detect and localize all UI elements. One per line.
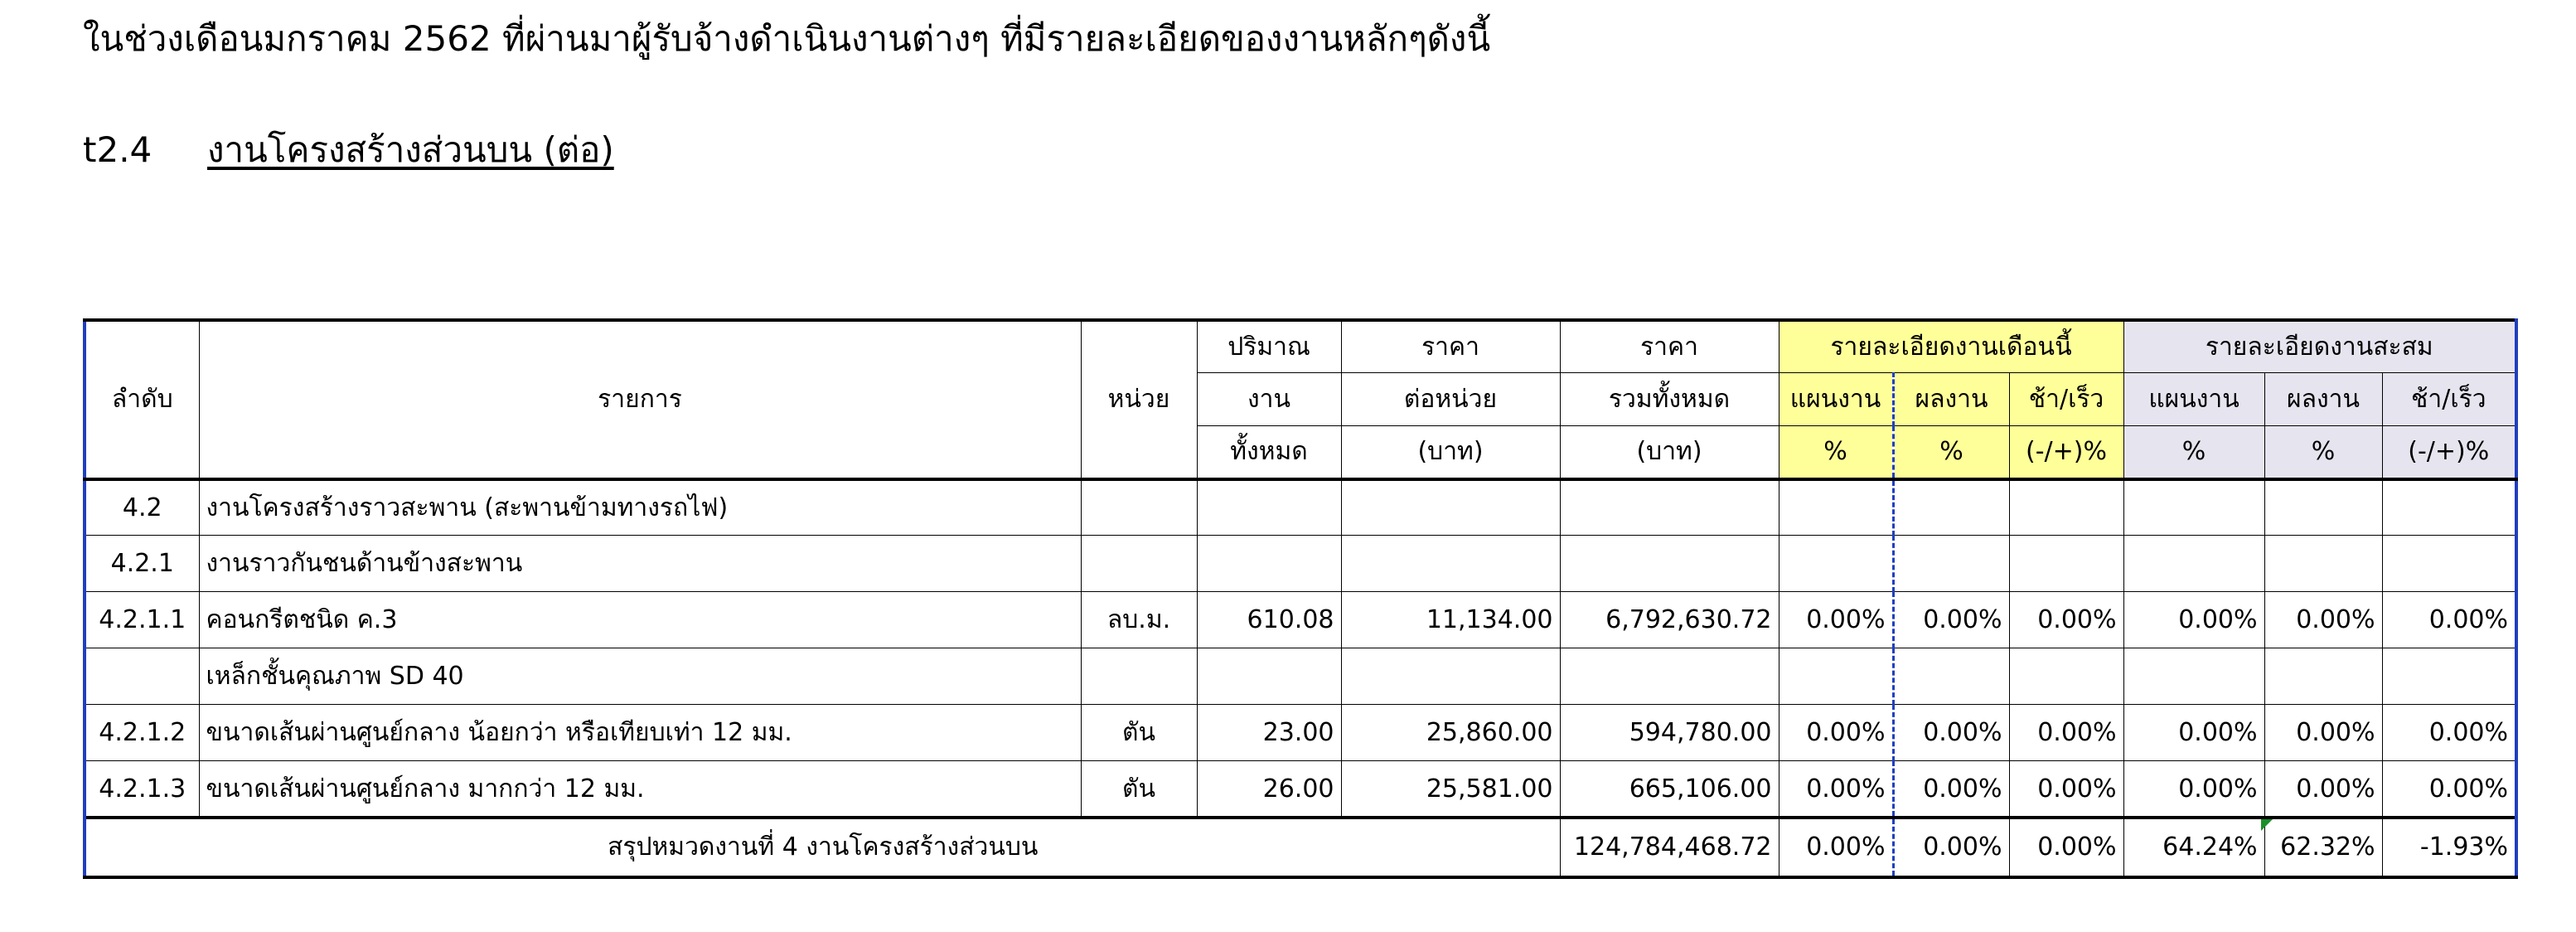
header-row-1 [85,320,2516,373]
row-qty: 23.00 [1197,705,1341,761]
table-row [85,761,2516,818]
col-header-item: รายการ [199,320,1081,479]
row-total [1560,479,1779,536]
row-total: 6,792,630.72 [1560,592,1779,648]
row-month-result [1893,479,2009,536]
col-header-total-price-3: (บาท) [1560,426,1779,479]
cum-plan-pct-header: % [2123,426,2264,479]
row-item: คอนกรีตชนิด ค.3 [199,592,1081,648]
summary-label: สรุปหมวดงานที่ 4 งานโครงสร้างส่วนบน [85,818,1560,877]
row-unit [1081,648,1197,705]
row-cum-diff: 0.00% [2382,592,2516,648]
row-cum-result [2264,479,2382,536]
col-header-unit-price-1: ราคา [1341,320,1560,373]
row-month-result [1893,536,2009,592]
col-header-unit: หน่วย [1081,320,1197,479]
row-unit-price [1341,648,1560,705]
row-month-diff: 0.00% [2009,705,2123,761]
col-header-total-price-2: รวมทั้งหมด [1560,373,1779,426]
row-item: เหล็กชั้นคุณภาพ SD 40 [199,648,1081,705]
row-month-plan [1779,536,1893,592]
row-cum-plan [2123,648,2264,705]
month-plan-header: แผนงาน [1779,373,1893,426]
row-month-result: 0.00% [1893,761,2009,818]
row-qty: 610.08 [1197,592,1341,648]
cell-comment-marker [2261,819,2273,831]
row-qty: 26.00 [1197,761,1341,818]
row-cum-diff [2382,648,2516,705]
row-no [85,648,199,705]
page-heading: ในช่วงเดือนมกราคม 2562 ที่ผ่านมาผู้รับจ้างดำเนินงานต่างๆ ที่มีรายละเอียดของงานหลักๆดังนี้ [83,18,1491,59]
row-unit: ตัน [1081,705,1197,761]
row-total: 665,106.00 [1560,761,1779,818]
row-cum-plan [2123,536,2264,592]
cum-plan-header: แผนงาน [2123,373,2264,426]
month-result-pct-header: % [1893,426,2009,479]
section-title [83,123,614,177]
row-month-result [1893,648,2009,705]
cumulative-detail-header: รายละเอียดงานสะสม [2123,320,2516,373]
row-qty [1197,536,1341,592]
table-row [85,648,2516,705]
section-code: t2.4 [83,129,153,170]
row-total: 594,780.00 [1560,705,1779,761]
row-no: 4.2 [85,479,199,536]
row-item: งานโครงสร้างราวสะพาน (สะพานข้ามทางรถไฟ) [199,479,1081,536]
row-cum-diff: 0.00% [2382,761,2516,818]
row-item: ขนาดเส้นผ่านศูนย์กลาง มากกว่า 12 มม. [199,761,1081,818]
summary-cum-result: 62.32% [2264,818,2382,877]
summary-cum-diff: -1.93% [2382,818,2516,877]
cum-diff-header: ช้า/เร็ว [2382,373,2516,426]
row-qty [1197,479,1341,536]
row-month-diff: 0.00% [2009,592,2123,648]
row-unit-price: 25,581.00 [1341,761,1560,818]
row-unit-price [1341,536,1560,592]
table-row [85,705,2516,761]
row-cum-diff: 0.00% [2382,705,2516,761]
col-header-unit-price-2: ต่อหน่วย [1341,373,1560,426]
row-month-result: 0.00% [1893,592,2009,648]
col-header-qty-2: งาน [1197,373,1341,426]
summary-cum-plan: 64.24% [2123,818,2264,877]
month-plan-pct-header: % [1779,426,1893,479]
row-unit-price [1341,479,1560,536]
table-row [85,592,2516,648]
month-result-header: ผลงาน [1893,373,2009,426]
row-item: ขนาดเส้นผ่านศูนย์กลาง น้อยกว่า หรือเทียบเท่า 12 มม. [199,705,1081,761]
col-header-no: ลำดับ [85,320,199,479]
row-no: 4.2.1.1 [85,592,199,648]
summary-month-diff: 0.00% [2009,818,2123,877]
row-cum-result [2264,536,2382,592]
row-cum-result: 0.00% [2264,761,2382,818]
row-month-plan: 0.00% [1779,705,1893,761]
row-month-diff [2009,479,2123,536]
row-unit: ลบ.ม. [1081,592,1197,648]
row-no: 4.2.1.2 [85,705,199,761]
row-month-result: 0.00% [1893,705,2009,761]
row-month-diff [2009,536,2123,592]
row-cum-result: 0.00% [2264,592,2382,648]
row-qty [1197,648,1341,705]
row-no: 4.2.1 [85,536,199,592]
summary-row [85,818,2516,877]
month-detail-header: รายละเอียดงานเดือนนี้ [1779,320,2123,373]
row-cum-plan [2123,479,2264,536]
month-diff-header: ช้า/เร็ว [2009,373,2123,426]
row-cum-plan: 0.00% [2123,705,2264,761]
col-header-qty-1: ปริมาณ [1197,320,1341,373]
row-month-plan [1779,479,1893,536]
table-row [85,479,2516,536]
col-header-qty-3: ทั้งหมด [1197,426,1341,479]
col-header-unit-price-3: (บาท) [1341,426,1560,479]
row-cum-result: 0.00% [2264,705,2382,761]
row-no: 4.2.1.3 [85,761,199,818]
row-total [1560,536,1779,592]
cum-diff-pct-header: (-/+)% [2382,426,2516,479]
row-month-plan: 0.00% [1779,592,1893,648]
row-month-plan: 0.00% [1779,761,1893,818]
work-progress-table [83,318,2518,879]
row-unit-price: 11,134.00 [1341,592,1560,648]
row-unit-price: 25,860.00 [1341,705,1560,761]
row-cum-plan: 0.00% [2123,761,2264,818]
table-row [85,536,2516,592]
row-unit: ตัน [1081,761,1197,818]
col-header-total-price-1: ราคา [1560,320,1779,373]
section-name: งานโครงสร้างส่วนบน (ต่อ) [207,129,614,170]
row-cum-result [2264,648,2382,705]
row-unit [1081,479,1197,536]
row-total [1560,648,1779,705]
row-cum-plan: 0.00% [2123,592,2264,648]
cum-result-pct-header: % [2264,426,2382,479]
summary-total: 124,784,468.72 [1560,818,1779,877]
row-unit [1081,536,1197,592]
summary-month-plan: 0.00% [1779,818,1893,877]
cum-result-header: ผลงาน [2264,373,2382,426]
row-month-diff [2009,648,2123,705]
month-diff-pct-header: (-/+)% [2009,426,2123,479]
row-month-plan [1779,648,1893,705]
row-month-diff: 0.00% [2009,761,2123,818]
row-cum-diff [2382,536,2516,592]
row-item: งานราวกันชนด้านข้างสะพาน [199,536,1081,592]
row-cum-diff [2382,479,2516,536]
summary-month-result: 0.00% [1893,818,2009,877]
